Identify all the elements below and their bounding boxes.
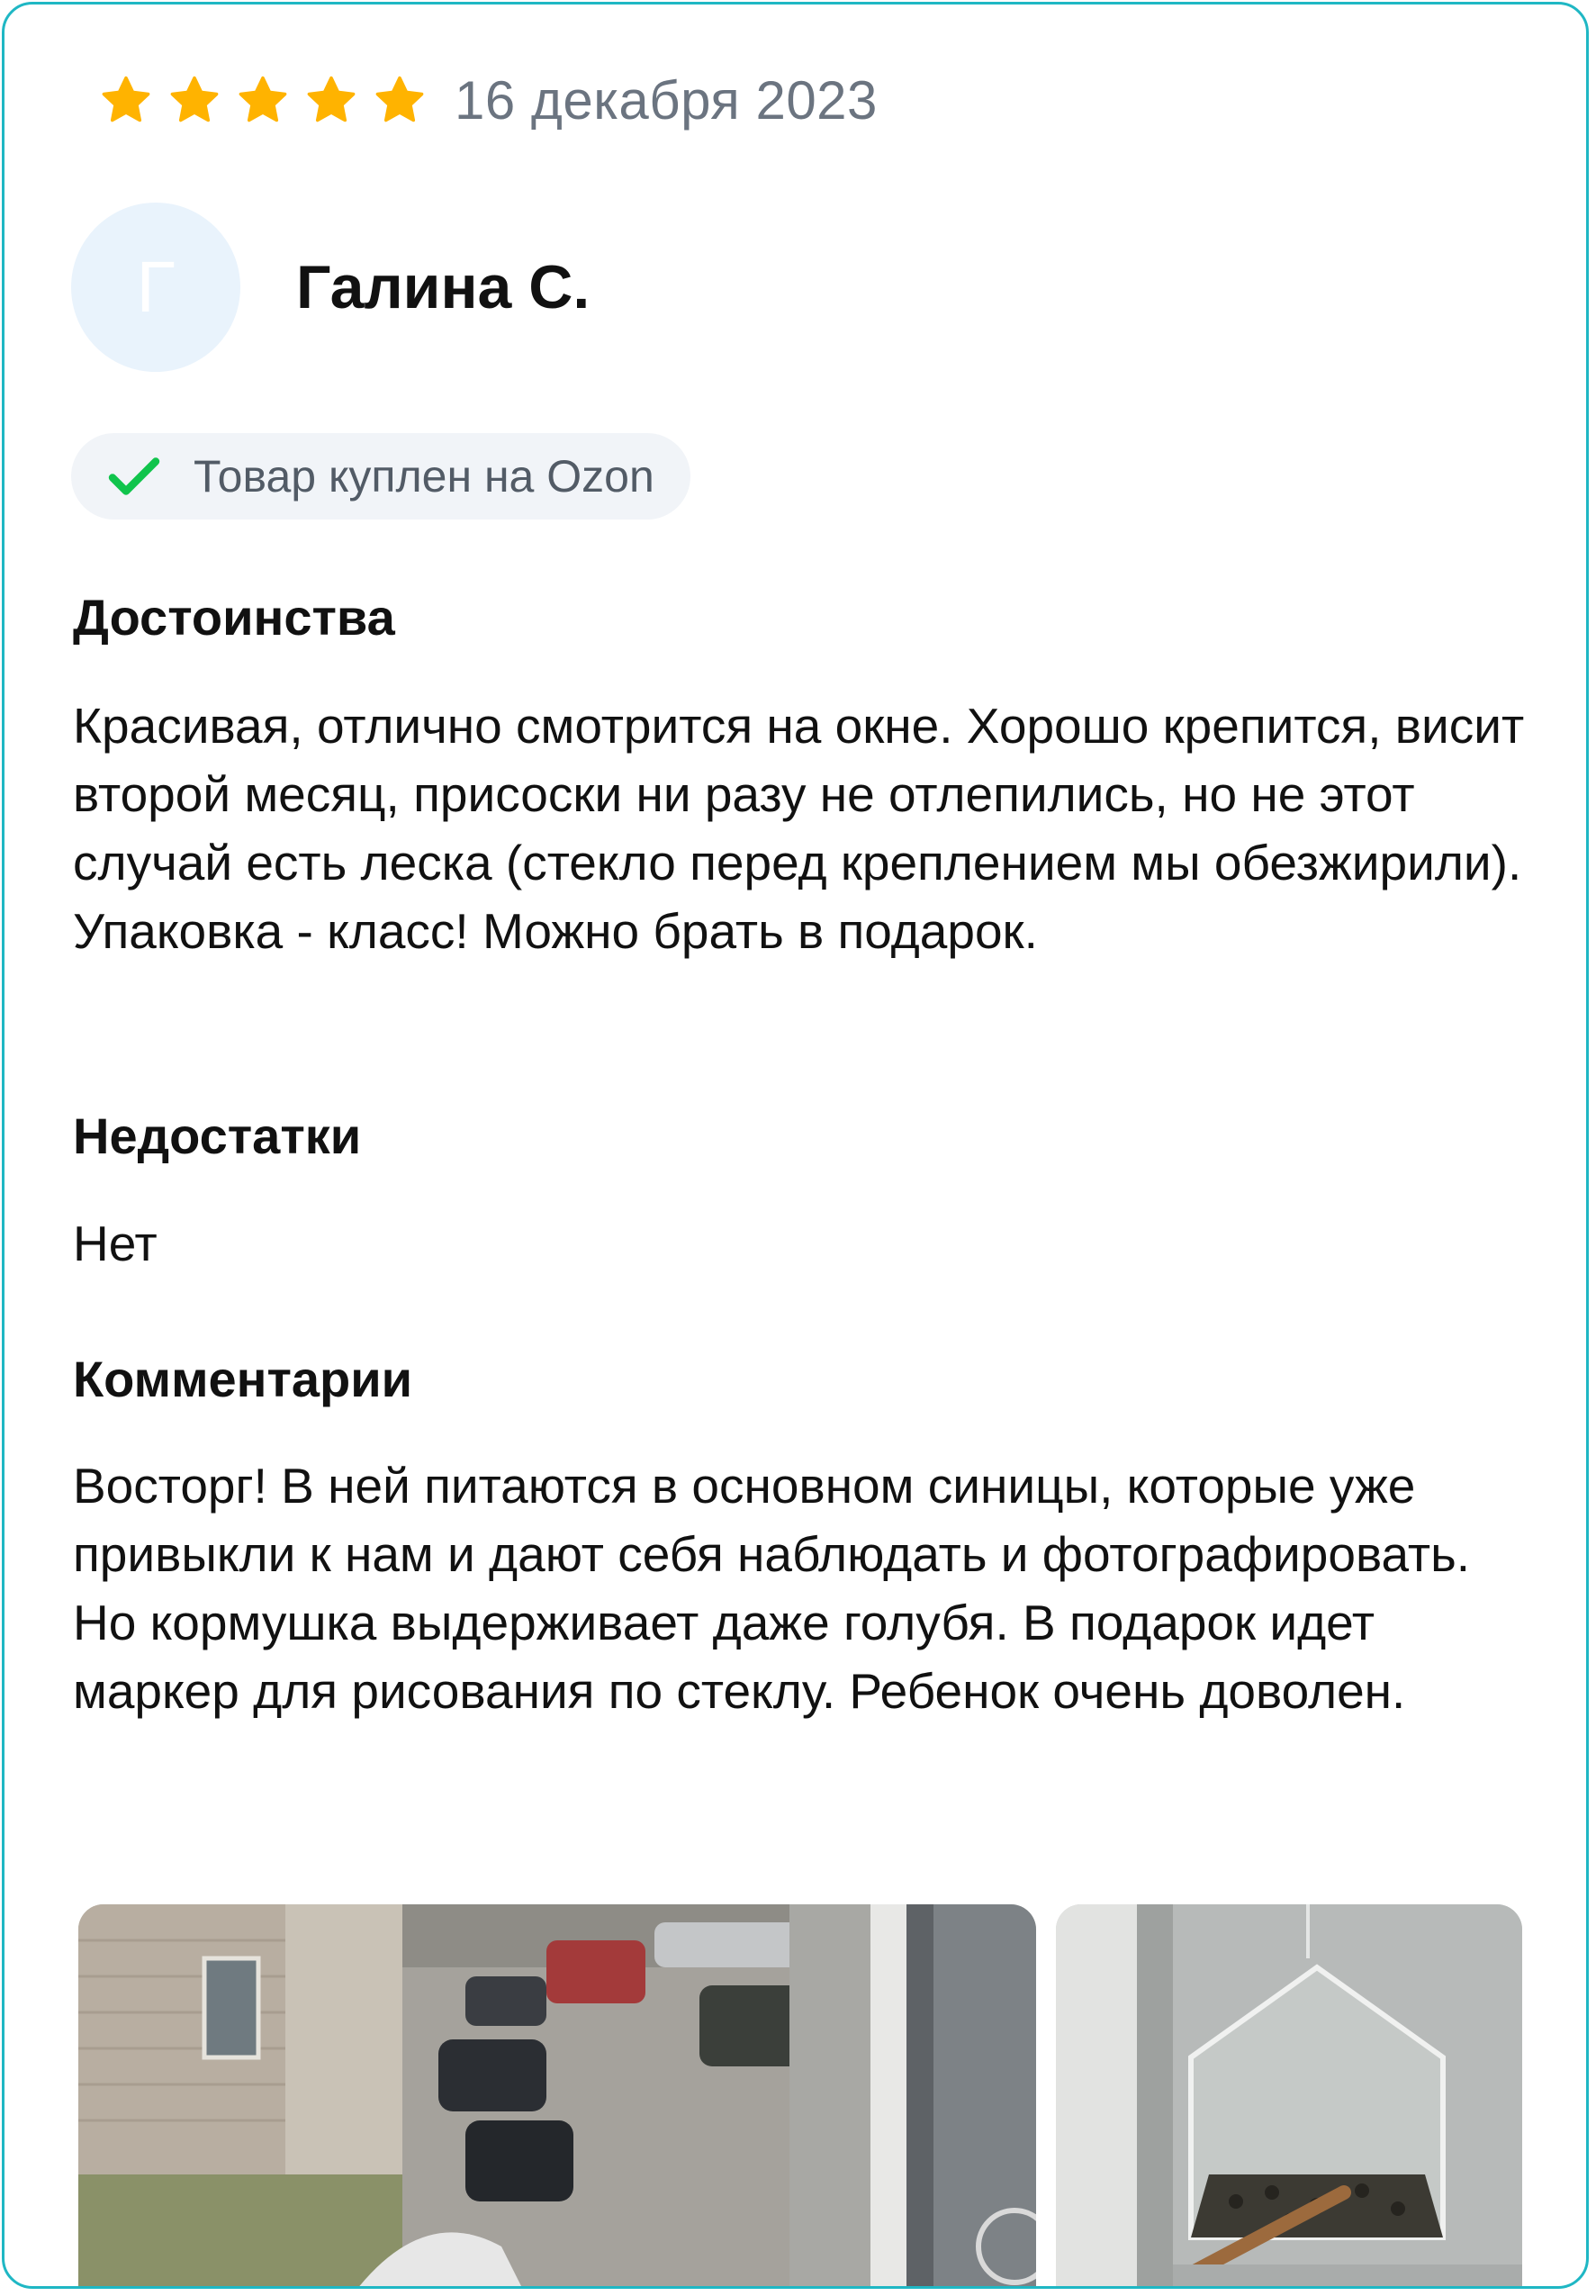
star-icon: [235, 73, 291, 129]
photo-bird-feeder: [1056, 1904, 1522, 2289]
review-date: 16 декабря 2023: [455, 70, 878, 131]
avatar[interactable]: [71, 203, 240, 372]
author-name[interactable]: Галина С.: [296, 253, 591, 321]
avatar-initial: Г: [136, 247, 176, 327]
star-icon: [303, 73, 359, 129]
rating-stars: [98, 73, 428, 129]
badge-text: Товар куплен на Ozon: [194, 451, 654, 502]
review-photo-2[interactable]: [1056, 1904, 1522, 2289]
star-icon: [372, 73, 428, 129]
cons-text: Нет: [73, 1216, 158, 1271]
pros-text: Красивая, отлично смотрится на окне. Хорошо крепится, висит второй месяц, присоски ни разу не отлепились, но не этот случай есть леска (стекло перед креплением мы обезжирили). Упаковка - класс! Можно брать в подарок.: [73, 698, 1525, 959]
star-icon: [98, 73, 154, 129]
review-author[interactable]: [71, 203, 590, 372]
star-icon: [167, 73, 222, 129]
review-photo-1[interactable]: [78, 1904, 1036, 2289]
comments-text: Восторг! В ней питаются в основном синицы, которые уже привыкли к нам и дают себя наблюдать и фотографировать. Но кормушка выдерживает даже голубя. В подарок идет маркер для рисования по стеклу. Ребенок очень доволен.: [73, 1458, 1471, 1719]
review-card: [2, 2, 1589, 2289]
rating-row: [98, 69, 878, 131]
pros-title: Достоинства: [73, 589, 395, 646]
cons-title: Недостатки: [73, 1107, 362, 1164]
checkmark-icon: [102, 444, 167, 509]
verified-purchase-badge: [71, 433, 690, 520]
photo-window-courtyard: [78, 1904, 1036, 2289]
comments-title: Комментарии: [73, 1351, 413, 1407]
